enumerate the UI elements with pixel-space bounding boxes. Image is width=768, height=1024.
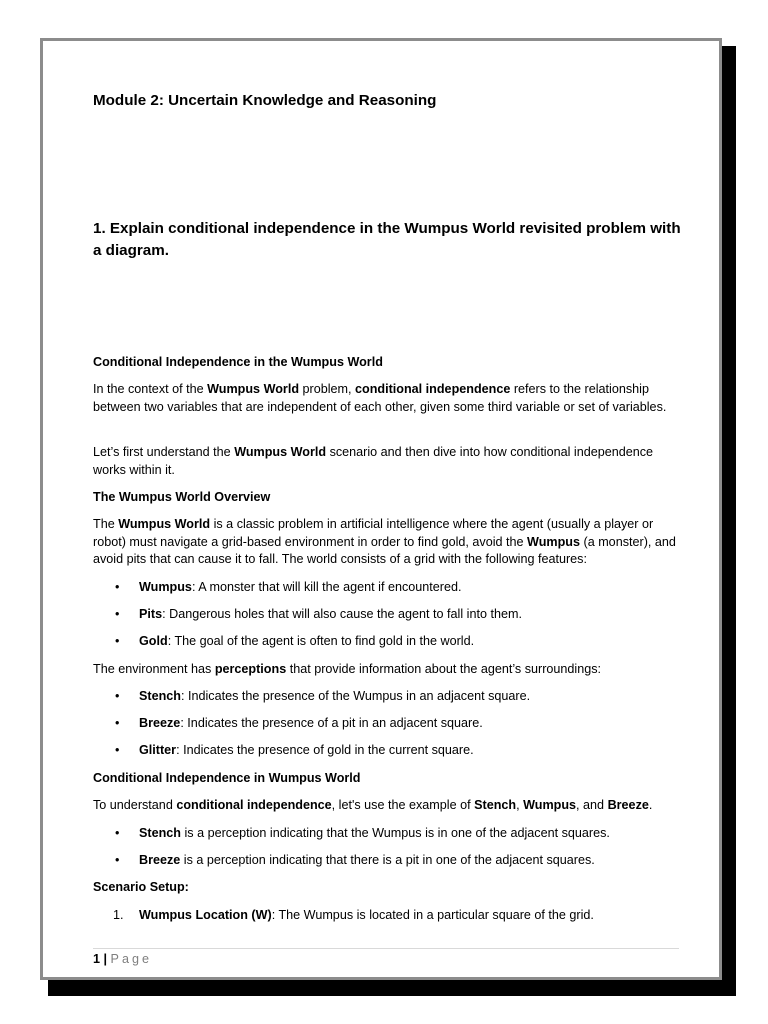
- bullet-icon: •: [115, 607, 120, 621]
- page-footer: [93, 951, 152, 968]
- footer-divider: [93, 948, 679, 949]
- paragraph-overview: The Wumpus World is a classic problem in artificial intelligence where the agent (usually a player or robot) must navigate a grid-based environment in order to find gold, avoid the Wumpus (a monster), and avoid pits that can cause it to fall. The world consists of a grid with the following features:: [93, 517, 676, 566]
- heading-conditional-independence: Conditional Independence in the Wumpus World: [93, 355, 383, 369]
- bullet-icon: •: [115, 743, 120, 757]
- paragraph-example: To understand conditional independence, let's use the example of Stench, Wumpus, and Breeze.: [93, 798, 653, 812]
- item-number: 1.: [113, 908, 124, 922]
- bullet-icon: •: [115, 580, 120, 594]
- heading-overview: The Wumpus World Overview: [93, 490, 271, 504]
- paragraph-perceptions: The environment has perceptions that provide information about the agent’s surroundings:: [93, 662, 602, 676]
- page-label: Page: [110, 952, 152, 966]
- bullet-icon: •: [115, 689, 120, 703]
- bullet-icon: •: [115, 716, 120, 730]
- paragraph-intro: In the context of the Wumpus World problem, conditional independence refers to the relationship between two variables that are independent of each other, given some third variable or set of variables.: [93, 382, 667, 414]
- bullet-icon: •: [115, 853, 120, 867]
- page-number: 1: [93, 952, 101, 966]
- footer-separator: |: [103, 952, 108, 966]
- heading-conditional-independence-2: Conditional Independence in Wumpus World: [93, 771, 361, 785]
- bullet-icon: •: [115, 634, 120, 648]
- heading-scenario: Scenario Setup:: [93, 880, 189, 894]
- question-title: 1. Explain conditional independence in the Wumpus World revisited problem with a diagram.: [93, 220, 681, 259]
- bullet-icon: •: [115, 826, 120, 840]
- document-page: Module 2: Uncertain Knowledge and Reasoning 1. Explain conditional independence in the Wumpus World revisited problem with a diagram. Conditional Independence in the Wumpus World In the context of the Wumpus World problem, conditional independence refers to the relationship between two variables that are independent of each other, given some third variable or set of variables. Let’s first understand the Wumpus World scenario and then dive into how conditional independence works within it. The Wumpus World Overview The Wumpus World is a classic problem in artificial intelligence where the agent (usually a player or robot) must navigate a grid-based environment in order to find gold, avoid the Wumpus (a monster), and avoid pits that can cause it to fall. The world consists of a grid with the following features: • Wumpus: A monster that will kill the agent if encountered. • Pits: Dangerous holes that will also cause the agent to fall into them. • Gold: The goal of the agent is often to find gold in the world. The environment has perceptions that provide information about the agent’s surroundings: • Stench: Indicates the presence of the Wumpus in an adjacent square. • Breeze: Indicates the presence of a pit in an adjacent square. • Glitter: Indicates the presence of gold in the current square. Conditional Independence in Wumpus World To understand conditional independence, let's use the example of Stench, Wumpus, and Breeze. • Stench is a perception indicating that the Wumpus is in one of the adjacent squares. • Breeze is a perception indicating that there is a pit in one of the adjacent squares. Scenario Setup: 1. Wumpus Location (W): The Wumpus is located in a particular square of the grid. 1 | Page: [40, 38, 722, 980]
- module-title: Module 2: Uncertain Knowledge and Reasoning: [93, 92, 437, 109]
- paragraph-understand: Let’s first understand the Wumpus World scenario and then dive into how conditional independence works within it.: [93, 445, 654, 477]
